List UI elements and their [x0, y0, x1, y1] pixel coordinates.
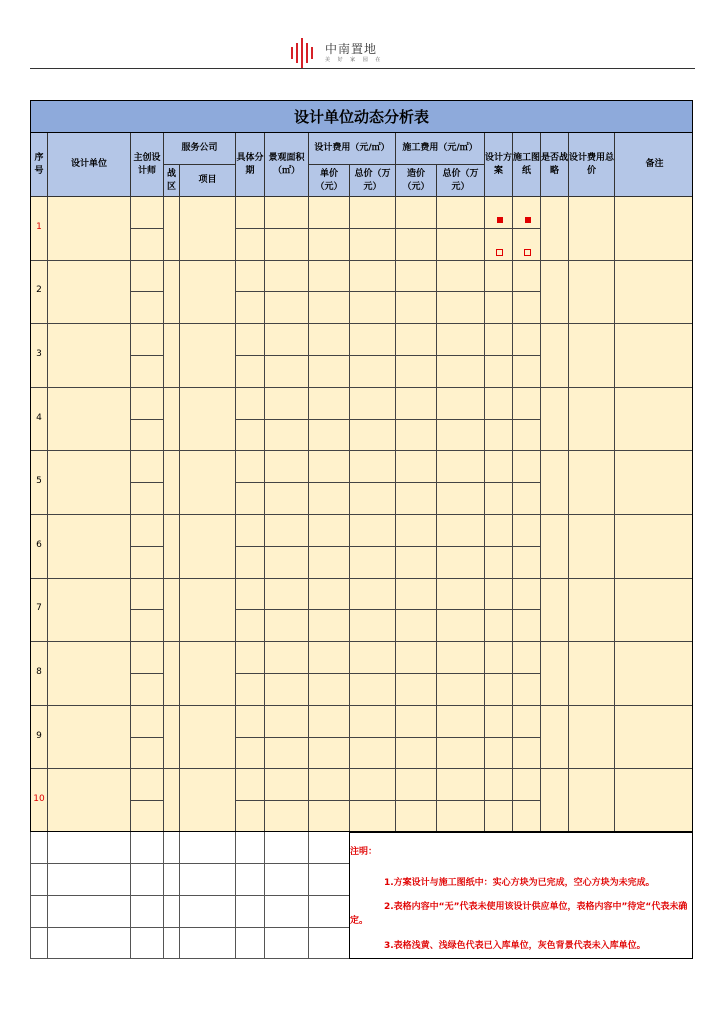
row-number: 2 — [36, 285, 42, 295]
header-design-fee-total: 设计费用总价 — [569, 133, 615, 197]
grid-subrow-line — [131, 800, 164, 801]
grid-row-line — [31, 260, 693, 261]
row-number: 6 — [36, 540, 42, 550]
grid-subrow-line — [131, 291, 164, 292]
footer-row-line — [30, 895, 349, 896]
header-project: 项目 — [180, 165, 236, 197]
grid-subrow-line — [236, 419, 541, 420]
logo-bars-icon — [289, 38, 319, 68]
grid-subrow-line — [236, 673, 541, 674]
status-incomplete-icon — [496, 249, 503, 256]
grid-subrow-line — [236, 546, 541, 547]
brand-name: 中南置地 — [325, 42, 378, 56]
header-chief-designer: 主创设计师 — [131, 133, 164, 197]
header-construction-fee: 施工费用（元/㎡） — [396, 133, 485, 165]
grid-subrow-line — [236, 609, 541, 610]
notes-box — [349, 832, 693, 959]
row-number: 7 — [36, 603, 42, 613]
grid-subrow-line — [131, 355, 164, 356]
header-construction-total: 总价（万元） — [437, 165, 485, 197]
analysis-table — [30, 100, 693, 832]
header-design-unit-price: 单价（元） — [309, 165, 350, 197]
grid-subrow-line — [236, 291, 541, 292]
header-design-fee: 设计费用（元/㎡） — [309, 133, 396, 165]
header-design-total: 总价（万元） — [350, 165, 396, 197]
row-number: 5 — [36, 476, 42, 486]
grid-subrow-line — [131, 546, 164, 547]
grid-subrow-line — [131, 228, 164, 229]
grid-subrow-line — [131, 737, 164, 738]
grid-row-line — [31, 578, 693, 579]
footer-row-line — [30, 863, 349, 864]
grid-row-line — [31, 768, 693, 769]
row-number: 9 — [36, 731, 42, 741]
grid-subrow-line — [236, 228, 541, 229]
row-number: 10 — [33, 794, 45, 804]
footer-block — [30, 832, 693, 959]
header-phase: 具体分期 — [236, 133, 265, 197]
note-item-3: 3.表格浅黄、浅绿色代表已入库单位，灰色背景代表未入库单位。 — [384, 941, 646, 951]
grid-subrow-line — [131, 673, 164, 674]
table-title: 设计单位动态分析表 — [31, 101, 692, 133]
grid-subrow-line — [131, 609, 164, 610]
header-landscape-area: 景观面积（㎡） — [265, 133, 309, 197]
row-number: 8 — [36, 667, 42, 677]
grid-subrow-line — [131, 482, 164, 483]
note-item-1: 1.方案设计与施工图纸中：实心方块为已完成，空心方块为未完成。 — [384, 878, 655, 888]
grid-row-line — [31, 387, 693, 388]
note-item-2: 2.表格内容中“无”代表未使用该设计供应单位，表格内容中”待定“代表未确定。 — [350, 902, 688, 926]
footer-row-line — [30, 958, 349, 959]
grid-row-line — [31, 450, 693, 451]
header-seq: 序号 — [31, 133, 48, 197]
header-remarks: 备注 — [615, 133, 693, 197]
header-divider — [30, 68, 695, 69]
footer-row-line — [30, 927, 349, 928]
status-complete-icon — [525, 217, 531, 223]
status-incomplete-icon — [524, 249, 531, 256]
grid-subrow-line — [236, 800, 541, 801]
grid-row-line — [31, 705, 693, 706]
grid-subrow-line — [236, 355, 541, 356]
header-design-scheme: 设计方案 — [485, 133, 513, 197]
header-war-zone: 战区 — [164, 165, 180, 197]
grid-subrow-line — [131, 419, 164, 420]
header-strategic: 是否战略 — [541, 133, 569, 197]
grid-subrow-line — [236, 482, 541, 483]
header-service-company: 服务公司 — [164, 133, 236, 165]
header-construction-cost: 造价（元） — [396, 165, 437, 197]
grid-row-line — [31, 514, 693, 515]
notes-label: 注明： — [350, 847, 378, 857]
grid-subrow-line — [236, 737, 541, 738]
grid-row-line — [31, 641, 693, 642]
header-design-unit: 设计单位 — [48, 133, 131, 197]
header-construction-drawing: 施工图纸 — [513, 133, 541, 197]
row-number: 3 — [36, 349, 42, 359]
row-number: 1 — [36, 222, 42, 232]
grid-row-line — [31, 323, 693, 324]
brand-slogan: 美 好 家 园 在 — [325, 57, 384, 63]
row-number: 4 — [36, 413, 42, 423]
status-complete-icon — [497, 217, 503, 223]
